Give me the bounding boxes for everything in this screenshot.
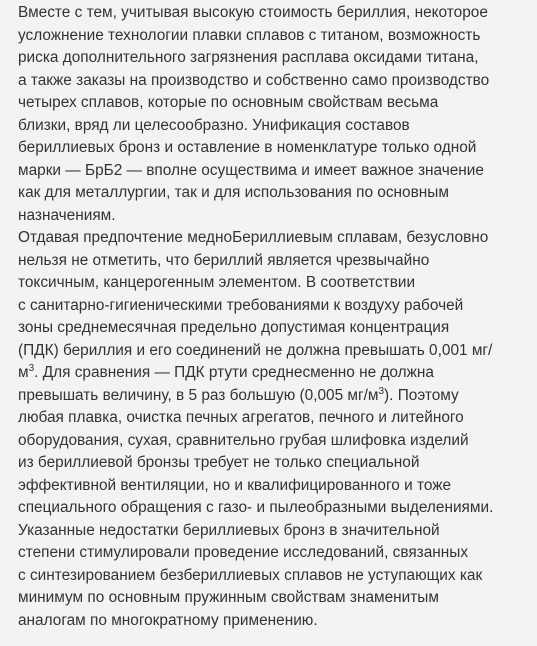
text-line: близки, вряд ли целесообразно. Унификация составов: [18, 116, 410, 134]
text-line: нельзя не отметить, что бериллий является чрезвычайно: [18, 251, 430, 269]
text-line: любая плавка, очистка печных агрегатов, печного и литейного: [18, 409, 464, 426]
text-line: степени стимулировали проведение исследований, связанных: [18, 544, 469, 561]
text-line: как для металлургии, так и для использования по основным: [18, 184, 449, 201]
text-line: риска дополнительного загрязнения расплава оксидами титана,: [18, 49, 479, 66]
paragraph-1: [18, 2, 537, 227]
text-line: эффективной вентиляции, но и квалифицированного и тоже: [18, 476, 452, 494]
text-line: Отдавая предпочтение медноБериллиевым сплавам, безусловно: [18, 229, 489, 246]
text-line: четырех сплавов, которые по основным свойствам весьма: [18, 94, 439, 111]
paragraph-2: [18, 227, 537, 520]
text-line: (ПДК) бериллия и его соединений не должна превышать 0,001 мг/: [18, 341, 493, 359]
text-line: токсичным, канцерогенным элементом. В соответствии: [18, 274, 416, 291]
text-segment: превышать величину, в 5 раз большую (0,005 мг/м: [18, 386, 379, 404]
superscript: 3: [28, 363, 35, 374]
text-line: Указанные недостатки бериллиевых бронз в значительной: [18, 521, 440, 539]
text-segment: ). Поэтому: [384, 386, 459, 404]
text-line: с санитарно-гигиеническими требованиями к воздуху рабочей: [18, 296, 464, 314]
text-line: из бериллиевой бронзы требует не только специальной: [18, 454, 420, 471]
text-line: назначениям.: [18, 206, 116, 224]
text-line: минимум по основным пружинным свойствам знаменитым: [18, 589, 439, 606]
text-line: а также заказы на производство и собственно само производство: [18, 71, 490, 89]
text-line: марки — БрБ2 — вполне осуществима и имеет важное значение: [18, 161, 484, 179]
text-line: оборудования, сухая, сравнительно грубая шлифовка изделий: [18, 431, 469, 449]
text-line: специального обращения с газо- и пылеобразными выделениями.: [18, 499, 494, 516]
text-segment: . Для сравнения — ПДК ртути среднесменно не должна: [34, 364, 434, 381]
text-line: зоны среднемесячная предельно допустимая концентрация: [18, 319, 450, 336]
text-line: Вместе с тем, учитывая высокую стоимость бериллия, некоторое: [18, 4, 488, 21]
paragraph-3: [18, 520, 537, 633]
text-line: аналогам по многократному применению.: [18, 611, 318, 629]
text-line: с синтезированием безбериллиевых сплавов не уступающих как: [18, 566, 483, 584]
text-line-with-superscript: [18, 362, 537, 385]
text-line: усложнение технологии плавки сплавов с титаном, возможность: [18, 26, 481, 44]
text-segment: м: [18, 364, 29, 381]
text-line: бериллиевых бронз и оставление в номенклатуре только одной: [18, 139, 477, 156]
superscript: 3: [378, 385, 385, 397]
text-line-with-superscript: [18, 385, 537, 408]
